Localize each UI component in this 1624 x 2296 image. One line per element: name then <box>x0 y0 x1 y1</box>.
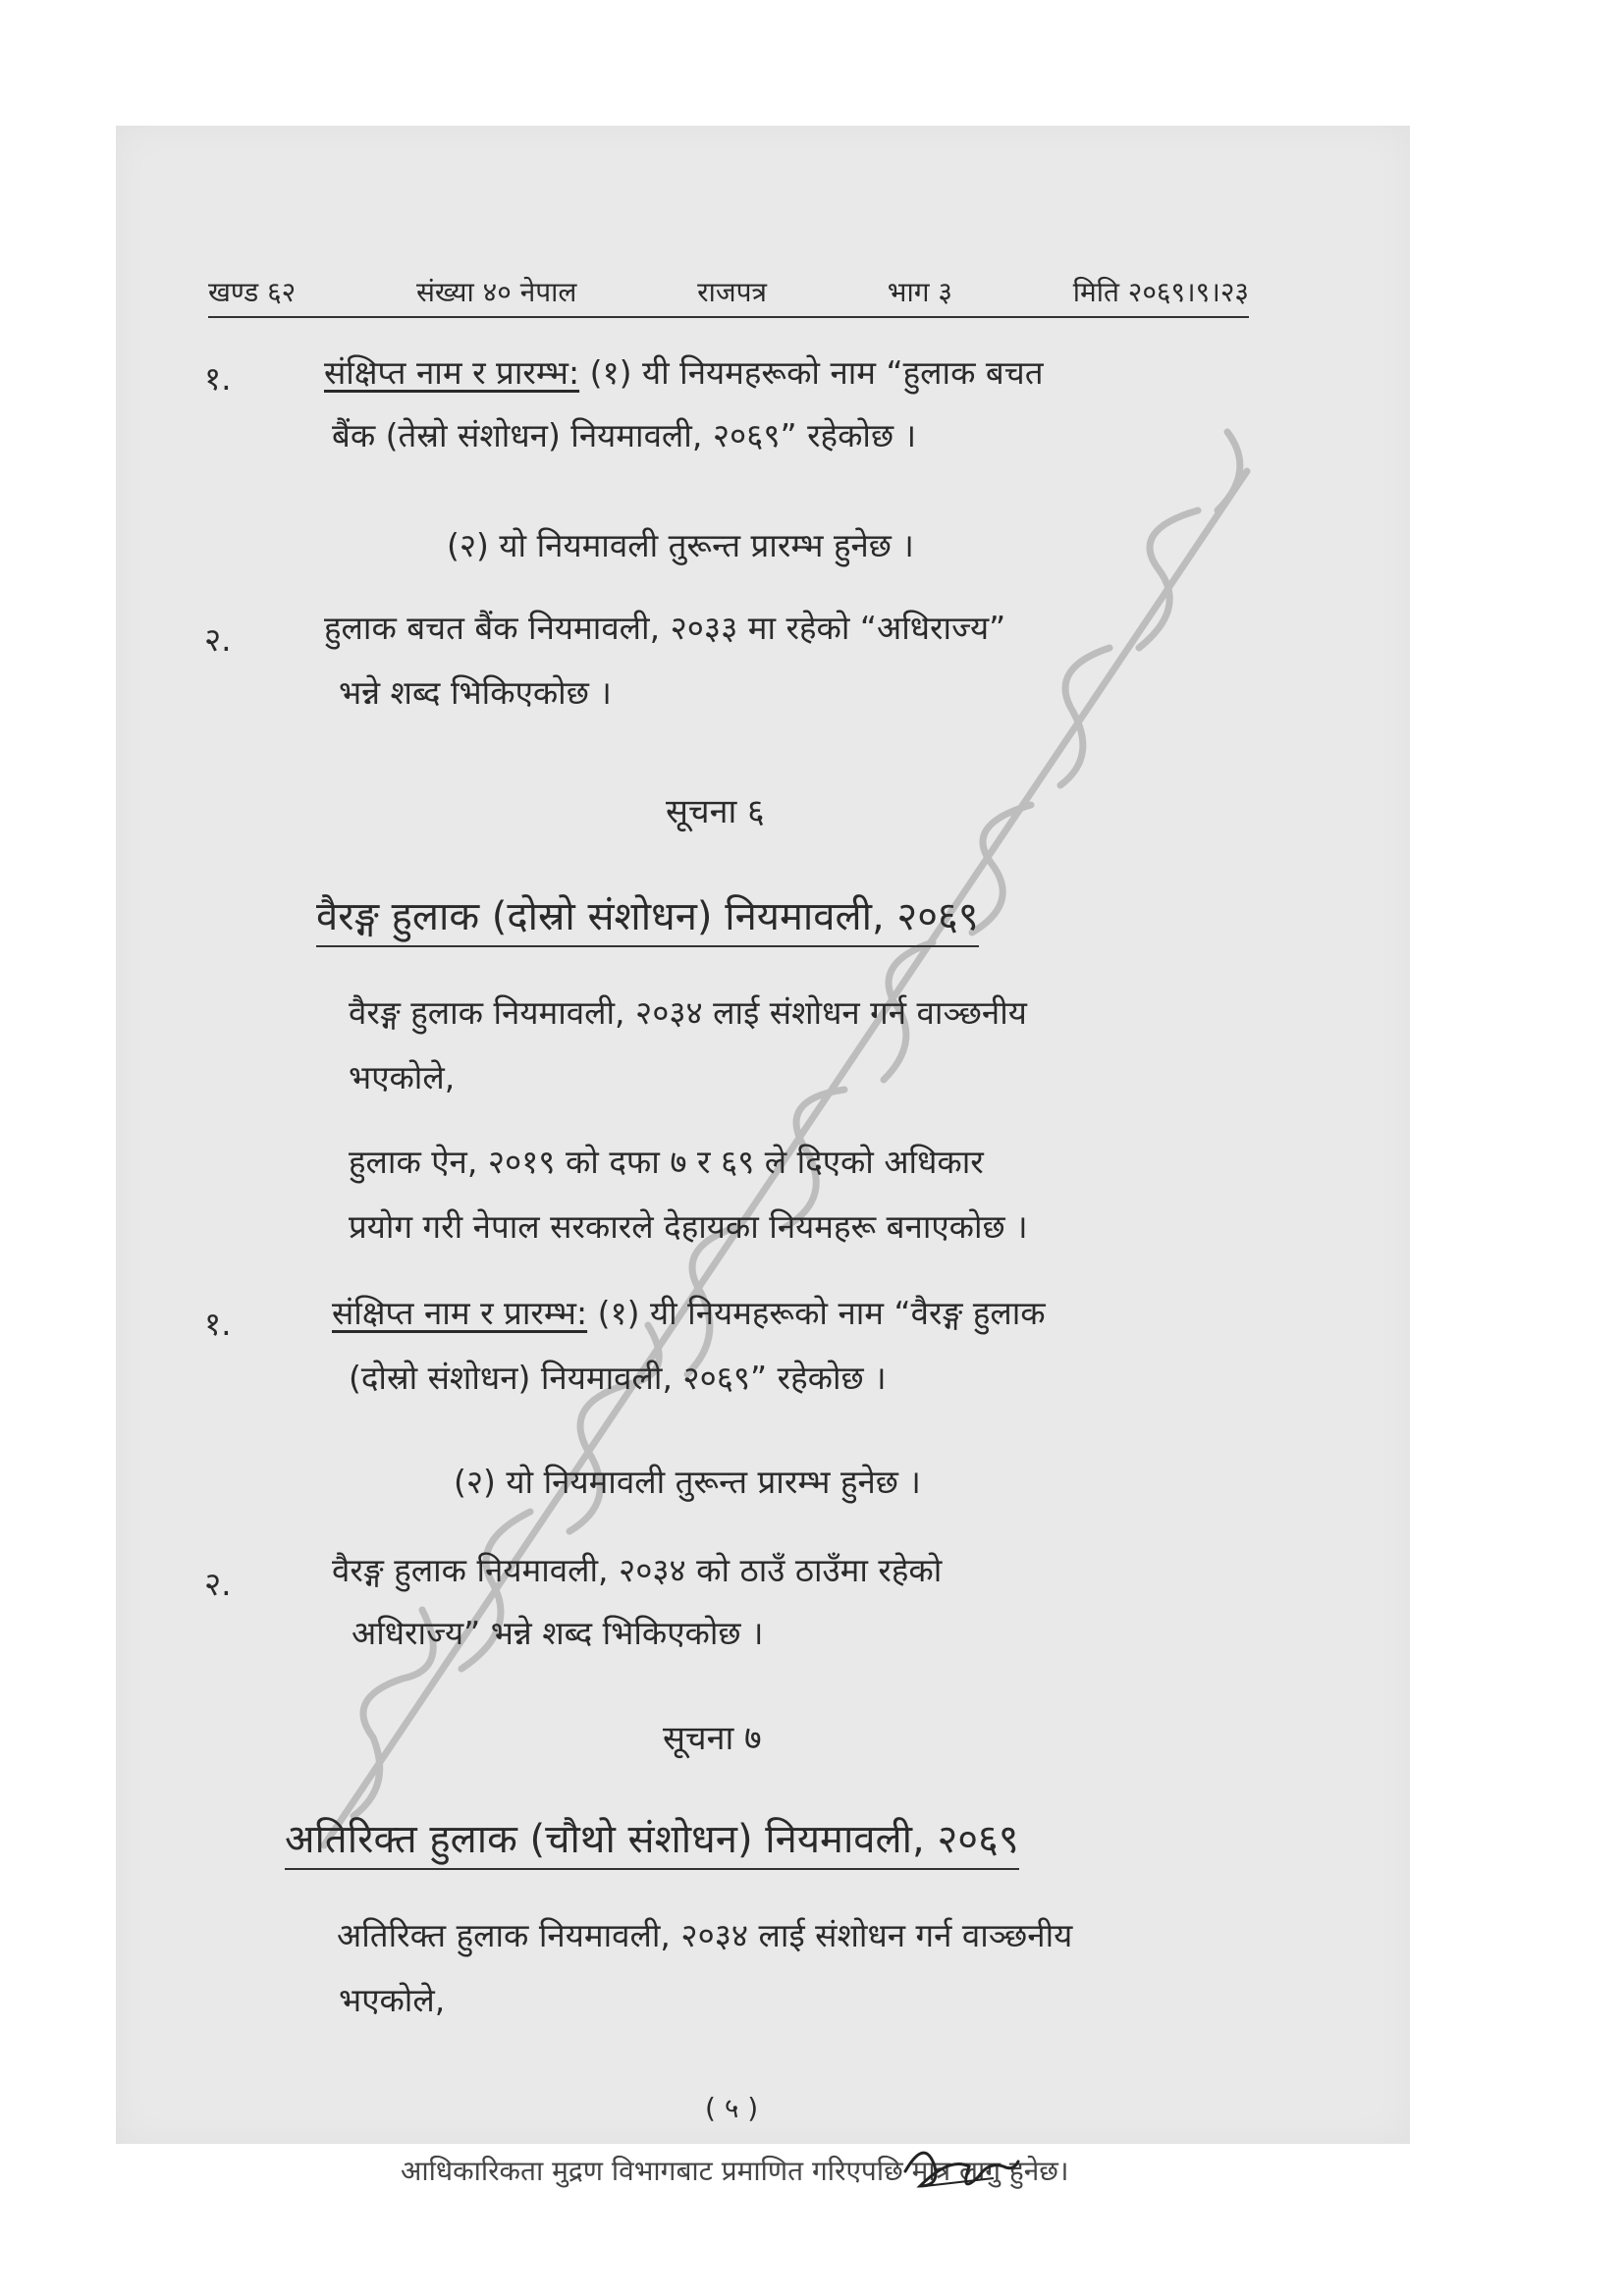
notice-label: सूचना ६ <box>666 792 765 831</box>
page-number: ( ५ ) <box>705 2092 759 2124</box>
preamble-text: भएकोले, <box>339 1981 446 2019</box>
item-text: बैंक (तेस्रो संशोधन) नियमावली, २०६९” रहेकोछ । <box>332 416 917 454</box>
signature-icon <box>895 2132 1023 2201</box>
item-text: वैरङ्ग हुलाक नियमावली, २०३४ को ठाउँ ठाउँमा रहेको <box>332 1551 943 1589</box>
item-text: (दोस्रो संशोधन) नियमावली, २०६९” रहेकोछ । <box>349 1359 887 1397</box>
item-title: संक्षिप्त नाम र प्रारम्भ: <box>324 353 580 392</box>
item-text: अधिराज्य” भन्ने शब्द भिकिएकोछ । <box>352 1614 764 1652</box>
item-line <box>324 349 1044 394</box>
gazette-header <box>208 273 1249 318</box>
item-text: भन्ने शब्द भिकिएकोछ । <box>339 673 612 712</box>
preamble-text: वैरङ्ग हुलाक नियमावली, २०३४ लाई संशोधन गर्न वाञ्छनीय <box>349 993 1027 1032</box>
item-text: हुलाक बचत बैंक नियमावली, २०३३ मा रहेको “अधिराज्य” <box>324 609 1006 647</box>
item-number: २. <box>204 1565 232 1603</box>
item-line <box>332 1290 1046 1334</box>
preamble-text: प्रयोग गरी नेपाल सरकारले देहायका नियमहरू बनाएकोछ । <box>349 1207 1028 1246</box>
item-number: १. <box>204 1305 232 1343</box>
header-part: भाग ३ <box>887 276 952 308</box>
preamble-text: भएकोले, <box>349 1058 456 1096</box>
item-number: २. <box>204 620 232 659</box>
notice-title: वैरङ्ग हुलाक (दोस्रो संशोधन) नियमावली, २०६९ <box>316 887 979 947</box>
item-title: संक्षिप्त नाम र प्रारम्भ: <box>332 1294 588 1332</box>
preamble-text: अतिरिक्त हुलाक नियमावली, २०३४ लाई संशोधन गर्न वाञ्छनीय <box>337 1916 1073 1954</box>
item-subclause: (२) यो नियमावली तुरून्त प्रारम्भ हुनेछ । <box>454 1463 921 1501</box>
header-date: मिति २०६९।९।२३ <box>1072 276 1249 308</box>
footer-note: आधिकारिकता मुद्रण विभागबाट प्रमाणित गरिएपछि मात्र लागु हुनेछ। <box>401 2155 1069 2187</box>
notice-title: अतिरिक्त हुलाक (चौथो संशोधन) नियमावली, २०६९ <box>285 1810 1019 1870</box>
header-volume: खण्ड ६२ <box>208 276 297 308</box>
notice-label: सूचना ७ <box>663 1719 762 1758</box>
item-number: १. <box>204 359 232 398</box>
item-text: (१) यी नियमहरूको नाम “हुलाक बचत <box>589 353 1044 392</box>
item-text: (१) यी नियमहरूको नाम “वैरङ्ग हुलाक <box>597 1294 1046 1332</box>
header-gazette: राजपत्र <box>697 276 767 308</box>
preamble-text: हुलाक ऐन, २०१९ को दफा ७ र ६९ ले दिएको अधिकार <box>349 1143 984 1181</box>
item-subclause: (२) यो नियमावली तुरून्त प्रारम्भ हुनेछ । <box>447 526 914 564</box>
header-number: संख्या ४० नेपाल <box>415 276 577 308</box>
